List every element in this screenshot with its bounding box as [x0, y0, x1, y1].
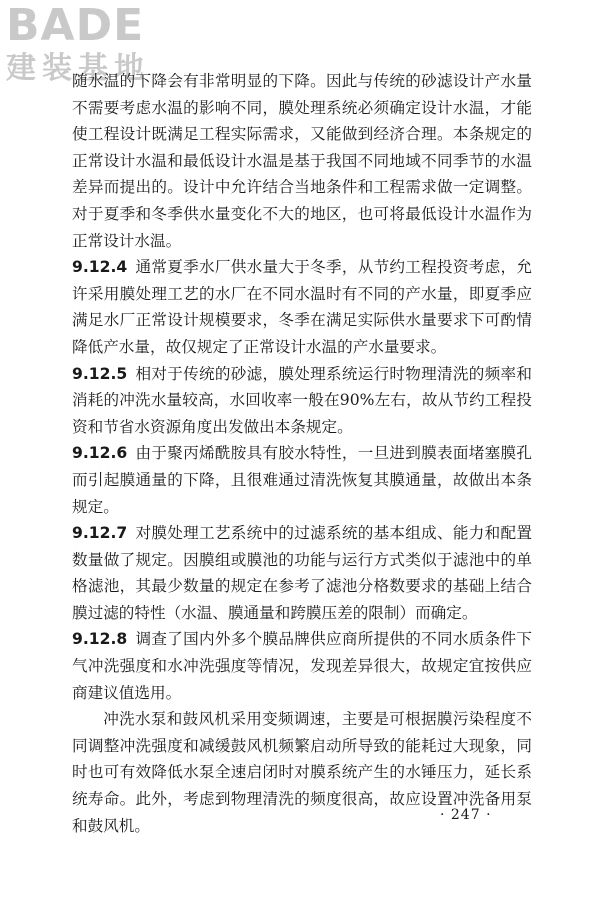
clause-9-12-5 [72, 361, 532, 441]
logo-wordmark: BADE [6, 0, 145, 51]
clause-number: 9.12.5 [72, 364, 128, 383]
clause-number: 9.12.4 [72, 258, 128, 277]
paragraph-intro [72, 68, 532, 254]
document-body [72, 68, 532, 839]
clause-text: 通常夏季水厂供水量大于冬季，从节约工程投资考虑，允许采用膜处理工艺的水厂在不同水温时有不同的产水量，即夏季应满足水厂正常设计规模要求，冬季在满足实际供水量要求下可酌情降低产水量，故仅规定了正常设计水温的产水量要求。 [72, 258, 532, 356]
clause-text: 调查了国内外多个膜品牌供应商所提供的不同水质条件下气冲洗强度和水冲洗强度等情况，发现差异很大，故规定宜按供应商建议值选用。 [72, 630, 532, 702]
clause-number: 9.12.8 [72, 630, 128, 649]
page-number: · 247 · [440, 807, 492, 823]
clause-text: 由于聚丙烯酰胺具有胶水特性，一旦进到膜表面堵塞膜孔而引起膜通量的下降，且很难通过清洗恢复其膜通量，故做出本条规定。 [72, 444, 532, 516]
clause-text: 相对于传统的砂滤，膜处理系统运行时物理清洗的频率和消耗的冲洗水量较高，水回收率一般在90%左右，故从节约工程投资和节省水资源角度出发做出本条规定。 [72, 364, 532, 436]
logo-subtitle: 建装基地 [6, 51, 150, 86]
clause-number: 9.12.6 [72, 444, 128, 463]
paragraph-text: 随水温的下降会有非常明显的下降。因此与传统的砂滤设计产水量不需要考虑水温的影响不同，膜处理系统必须确定设计水温，才能使工程设计既满足工程实际需求，又能做到经济合理。本条规定的正常设计水温和最低设计水温是基于我国不同地域不同季节的水温差异而提出的。设计中允许结合当地条件和工程需求做一定调整。对于夏季和冬季供水量变化不大的地区，也可将最低设计水温作为正常设计水温。 [72, 72, 532, 250]
clause-9-12-4 [72, 254, 532, 360]
clause-number: 9.12.7 [72, 524, 128, 543]
clause-9-12-6 [72, 440, 532, 520]
clause-9-12-8 [72, 626, 532, 706]
clause-9-12-7 [72, 520, 532, 626]
paragraph-text: 冲洗水泵和鼓风机采用变频调速，主要是可根据膜污染程度不同调整冲洗强度和减缓鼓风机频繁启动所导致的能耗过大现象，同时也可有效降低水泵全速启闭时对膜系统产生的水锤压力，延长系统寿命。此外，考虑到物理清洗的频度很高，故应设置冲洗备用泵和鼓风机。 [72, 710, 532, 835]
clause-text: 对膜处理工艺系统中的过滤系统的基本组成、能力和配置数量做了规定。因膜组或膜池的功能与运行方式类似于滤池中的单格滤池，其最少数量的规定在参考了滤池分格数要求的基础上结合膜过滤的特性（水温、膜通量和跨膜压差的限制）而确定。 [72, 524, 532, 622]
